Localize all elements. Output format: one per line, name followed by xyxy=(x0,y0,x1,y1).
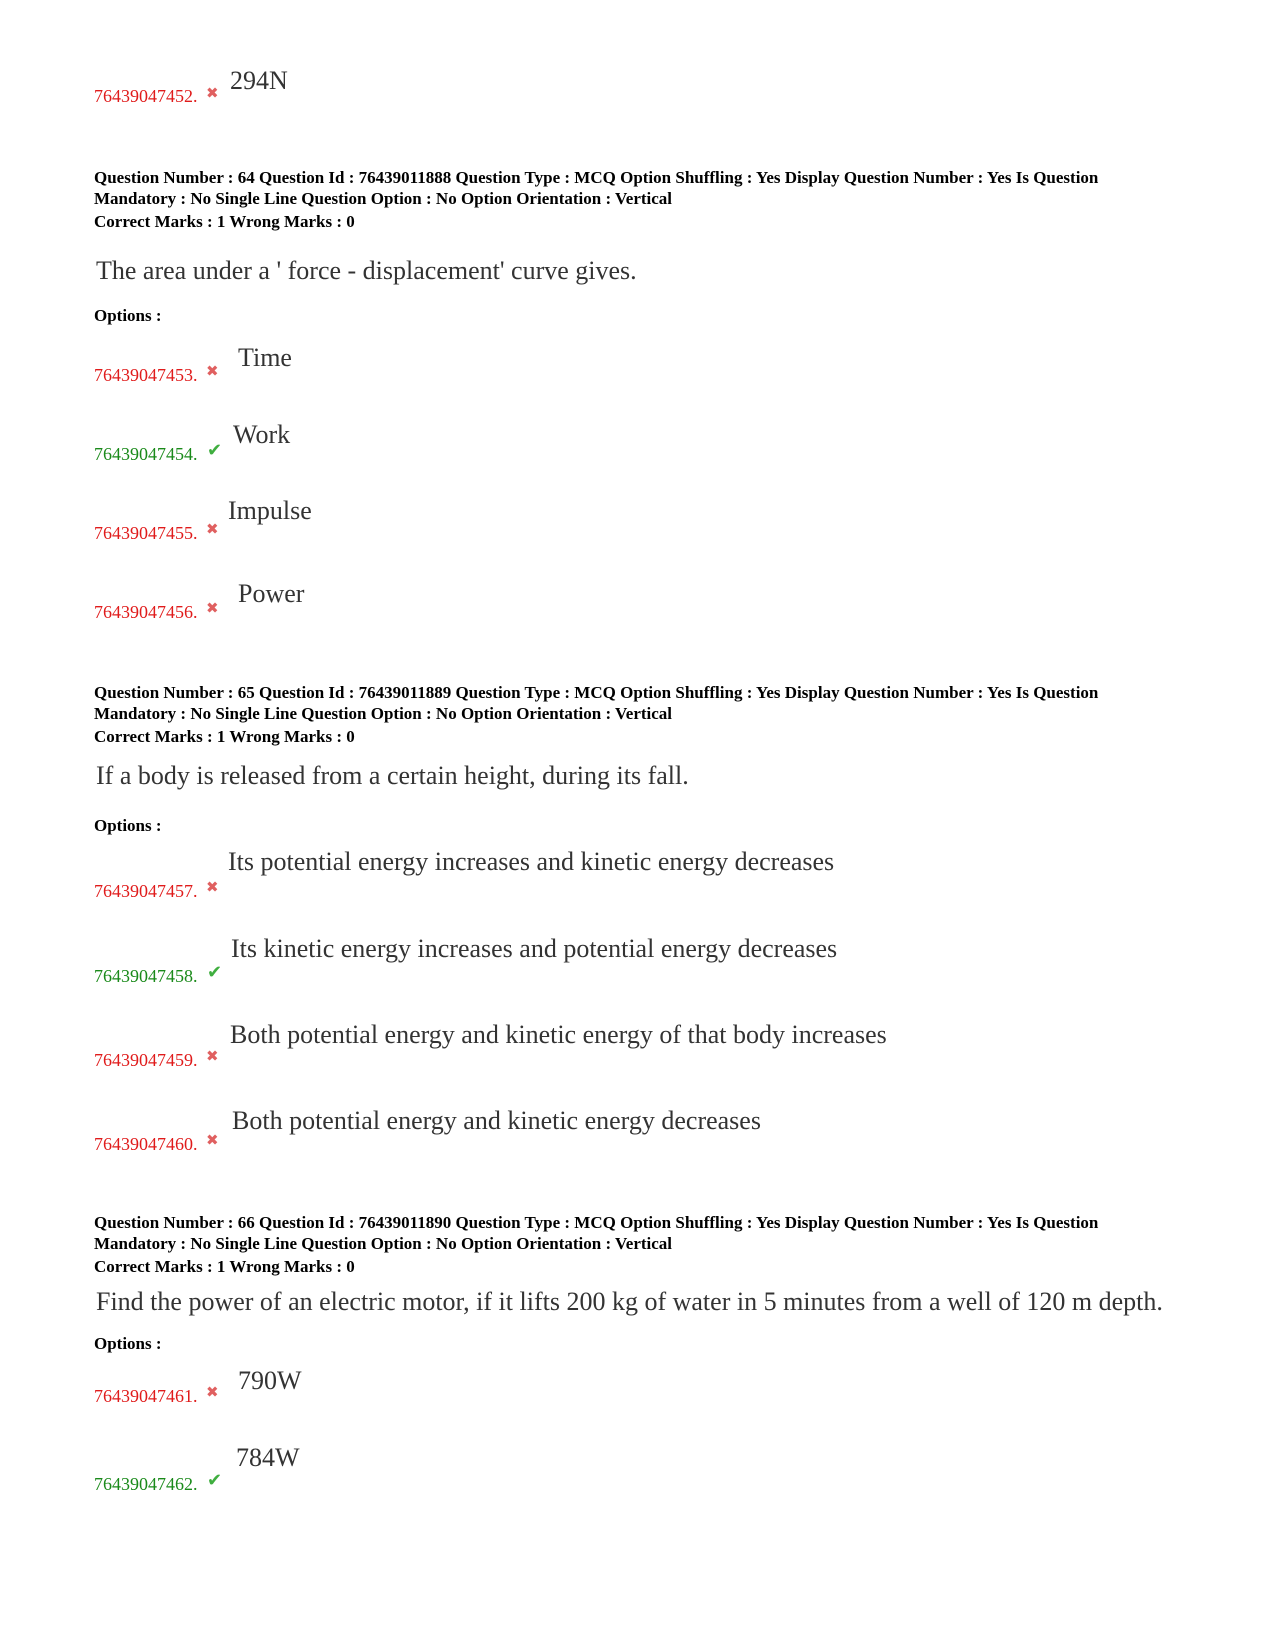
question-marks: Correct Marks : 1 Wrong Marks : 0 xyxy=(94,727,355,746)
options-label: Options : xyxy=(94,1334,162,1353)
option-id: 76439047455. xyxy=(94,523,198,543)
question-marks: Correct Marks : 1 Wrong Marks : 0 xyxy=(94,1257,355,1276)
option-text: Time xyxy=(238,343,292,372)
option-id: 76439047452. xyxy=(94,86,198,106)
question-meta xyxy=(94,1212,1204,1254)
cross-mark-icon: ✖ xyxy=(206,601,219,617)
option-text: 294N xyxy=(230,66,288,95)
check-mark-icon: ✔ xyxy=(207,440,223,460)
check-mark-icon: ✔ xyxy=(207,1470,223,1490)
option-text: Both potential energy and kinetic energy of that body increases xyxy=(230,1020,887,1049)
option-text: 784W xyxy=(236,1443,300,1472)
question-meta xyxy=(94,167,1204,209)
option-id: 76439047453. xyxy=(94,365,198,385)
cross-mark-icon: ✖ xyxy=(206,1385,219,1401)
cross-mark-icon: ✖ xyxy=(206,1049,219,1065)
question-text: Find the power of an electric motor, if it lifts 200 kg of water in 5 minutes from a well of 120 m depth. xyxy=(96,1287,1163,1316)
cross-mark-icon: ✖ xyxy=(206,522,219,538)
question-text: The area under a ' force - displacement' curve gives. xyxy=(96,256,637,285)
question-text: If a body is released from a certain height, during its fall. xyxy=(96,761,689,790)
option-text: Both potential energy and kinetic energy decreases xyxy=(232,1106,761,1135)
option-id: 76439047454. xyxy=(94,444,198,464)
question-meta-line2: Mandatory : No Single Line Question Option : No Option Orientation : Vertical xyxy=(94,1234,673,1253)
question-meta xyxy=(94,682,1204,724)
option-text: Its kinetic energy increases and potential energy decreases xyxy=(231,934,838,963)
cross-mark-icon: ✖ xyxy=(206,364,219,380)
option-text: Its potential energy increases and kinetic energy decreases xyxy=(228,847,835,876)
option-id: 76439047460. xyxy=(94,1134,198,1154)
option-id: 76439047459. xyxy=(94,1050,198,1070)
option-text: Work xyxy=(233,420,291,449)
question-meta-line2: Mandatory : No Single Line Question Option : No Option Orientation : Vertical xyxy=(94,704,673,723)
options-label: Options : xyxy=(94,306,162,325)
option-id: 76439047456. xyxy=(94,602,198,622)
option-text: Power xyxy=(238,579,305,608)
question-meta-line1: Question Number : 65 Question Id : 76439011889 Question Type : MCQ Option Shuffling : Yes Display Question Number : Yes Is Question xyxy=(94,683,1099,702)
question-meta-line1: Question Number : 64 Question Id : 76439011888 Question Type : MCQ Option Shuffling : Yes Display Question Number : Yes Is Question xyxy=(94,168,1099,187)
check-mark-icon: ✔ xyxy=(207,962,223,982)
option-id: 76439047458. xyxy=(94,966,198,986)
options-label: Options : xyxy=(94,816,162,835)
option-id: 76439047462. xyxy=(94,1474,198,1494)
option-text: Impulse xyxy=(228,496,312,525)
question-marks: Correct Marks : 1 Wrong Marks : 0 xyxy=(94,212,355,231)
question-meta-line1: Question Number : 66 Question Id : 76439011890 Question Type : MCQ Option Shuffling : Yes Display Question Number : Yes Is Question xyxy=(94,1213,1099,1232)
question-meta-line2: Mandatory : No Single Line Question Option : No Option Orientation : Vertical xyxy=(94,189,673,208)
option-id: 76439047457. xyxy=(94,881,198,901)
cross-mark-icon: ✖ xyxy=(206,86,219,102)
cross-mark-icon: ✖ xyxy=(206,880,219,896)
option-id: 76439047461. xyxy=(94,1386,198,1406)
cross-mark-icon: ✖ xyxy=(206,1133,219,1149)
option-text: 790W xyxy=(238,1366,302,1395)
